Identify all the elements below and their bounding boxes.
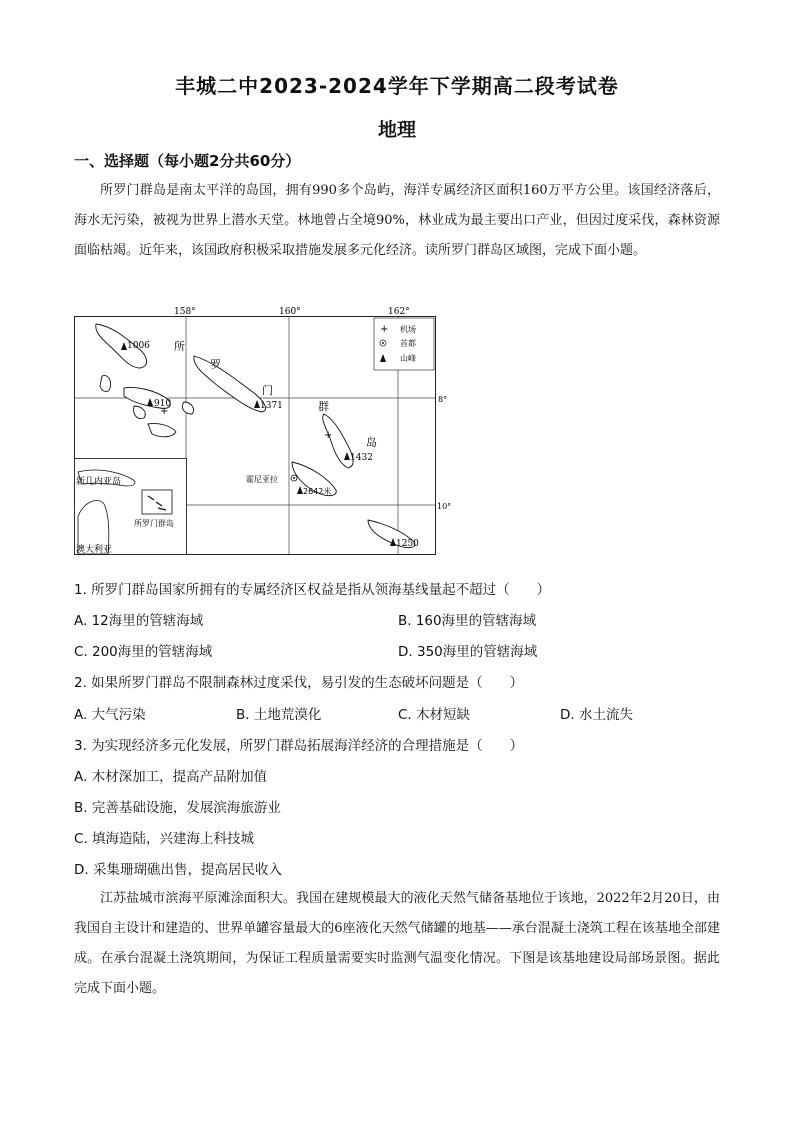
place-char-luo: 罗 <box>210 358 221 371</box>
question-3-stem: 3. 为实现经济多元化发展，所罗门群岛拓展海洋经济的合理措施是（ ） <box>74 738 524 754</box>
exam-title: 丰城二中2023-2024学年下学期高二段考试卷 <box>175 74 619 98</box>
airport-icon: + <box>160 406 169 417</box>
q2-option-c[interactable]: C. 木材短缺 <box>398 707 471 723</box>
inset-label-new-guinea: 新几内亚岛 <box>76 477 122 487</box>
lon-label-160: 160° <box>279 307 301 317</box>
peak-label-1: 1006 <box>127 341 150 351</box>
shortland-island <box>100 376 111 392</box>
q3-option-a[interactable]: A. 木材深加工，提高产品附加值 <box>74 769 268 785</box>
legend-airport: 机场 <box>400 325 416 334</box>
lat-label-8: 8° <box>438 395 448 404</box>
capital-name: 霍尼亚拉 <box>246 475 278 484</box>
peak-label-2: 910 <box>154 399 172 409</box>
peak-label-3: 1371 <box>260 401 283 411</box>
q3-option-b[interactable]: B. 完善基础设施，发展滨海旅游业 <box>74 800 281 816</box>
inset-map <box>75 459 187 556</box>
lat-label-10: 10° <box>437 502 452 511</box>
subject-title: 地理 <box>377 119 416 141</box>
inset-label-australia: 澳大利亚 <box>76 545 113 555</box>
q1-option-c[interactable]: C. 200海里的管辖海域 <box>74 644 213 660</box>
legend-capital: 首都 <box>400 339 416 348</box>
place-char-dao: 岛 <box>366 436 377 449</box>
peak-label-4: 1432 <box>350 453 373 463</box>
question-2-stem: 2. 如果所罗门群岛不限制森林过度采伐，易引发的生态破坏问题是（ ） <box>74 675 524 691</box>
passage-lng-base: 江苏盐城市滨海平原滩涂面积大。我国在建规模最大的液化天然气储备基地位于该地，2022年2月20日，由我国自主设计和建造的、世界单罐容量最大的6座液化天然气储罐的地基——承台混凝土浇筑工程在该基地全部建成。在承台混凝土浇筑期间，为保证工程质量需要实时监测气温变化情况。下图是该基地建设局部场景图。据此完成下面小题。 <box>74 891 720 996</box>
q1-option-a[interactable]: A. 12海里的管辖海域 <box>74 613 204 629</box>
peak-label-5: 2642米 <box>303 487 332 496</box>
peak-label-6: 1250 <box>396 539 419 549</box>
airport-icon: + <box>324 430 333 441</box>
passage-solomon: 所罗门群岛是南太平洋的岛国，拥有990多个岛屿，海洋专属经济区面积160万平方公里。该国经济落后，海水无污染，被视为世界上潜水天堂。林地曾占全境90%，林业成为最主要出口产业，但因过度采伐，森林资源面临枯竭。近年来，该国政府积极采取措施发展多元化经济。读所罗门群岛区域图，完成下面小题。 <box>74 183 720 258</box>
q3-option-c[interactable]: C. 填海造陆，兴建海上科技城 <box>74 831 255 847</box>
q2-option-a[interactable]: A. 大气污染 <box>74 707 146 723</box>
q2-option-b[interactable]: B. 土地荒漠化 <box>236 707 322 723</box>
q1-option-b[interactable]: B. 160海里的管辖海域 <box>398 613 537 629</box>
q1-option-d[interactable]: D. 350海里的管辖海域 <box>398 644 538 660</box>
inset-label-solomon: 所罗门群岛 <box>134 519 174 528</box>
lon-label-162: 162° <box>388 307 410 317</box>
place-char-suo: 所 <box>174 340 185 353</box>
map-legend <box>374 318 434 370</box>
question-1-stem: 1. 所罗门群岛国家所拥有的专属经济区权益是指从领海基线量起不超过（ ） <box>74 582 551 598</box>
airport-icon: + <box>380 324 389 335</box>
q2-option-d[interactable]: D. 水土流失 <box>560 707 633 723</box>
lon-label-158: 158° <box>174 307 196 317</box>
legend-peak: 山峰 <box>400 354 416 363</box>
section-heading: 一、选择题（每小题2分共60分） <box>74 152 301 170</box>
q3-option-d[interactable]: D. 采集珊瑚礁出售，提高居民收入 <box>74 862 282 878</box>
solomon-islands-map <box>74 306 452 566</box>
place-char-men: 门 <box>262 384 273 397</box>
place-char-qun: 群 <box>318 400 329 413</box>
